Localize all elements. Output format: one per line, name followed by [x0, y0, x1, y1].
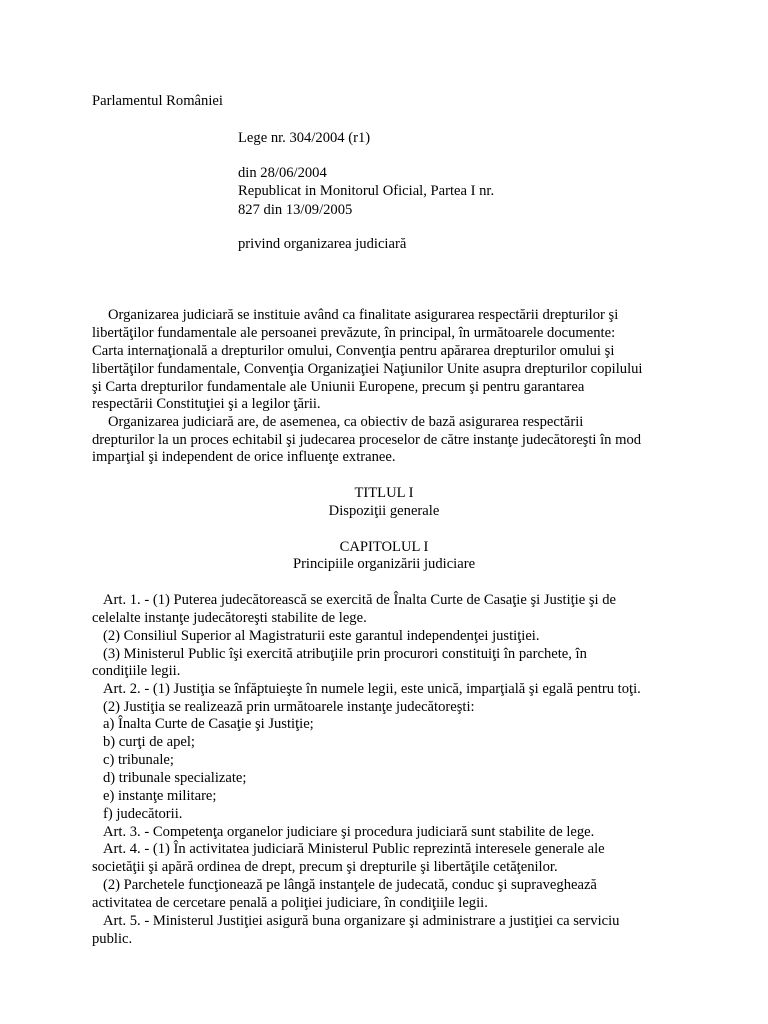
article-line: condiţiile legii. [92, 663, 181, 679]
intro-line: şi Carta drepturilor fundamentale ale Uniunii Europene, precum şi pentru garantarea [92, 379, 585, 395]
intro-line: imparţial şi independent de orice influenţe extranee. [92, 449, 396, 465]
article-line: (2) Consiliul Superior al Magistraturii este garantul independenţei justiţiei. [103, 628, 540, 644]
article-line: (2) Justiţia se realizează prin următoarele instanţe judecătoreşti: [103, 699, 475, 715]
title-name: Dispoziţii generale [328, 503, 440, 519]
article-line: Art. 1. - (1) Puterea judecătorească se exercită de Înalta Curte de Casaţie şi Justiţie şi de [103, 592, 617, 608]
intro-line: Organizarea judiciară are, de asemenea, ca obiectiv de bază asigurarea respectării [108, 414, 584, 430]
institution-name: Parlamentul României [92, 93, 223, 109]
article-line: Art. 3. - Competenţa organelor judiciare şi procedura judiciară sunt stabilite de lege. [103, 824, 595, 840]
article-line: a) Înalta Curte de Casaţie şi Justiţie; [103, 716, 314, 732]
article-line: d) tribunale specializate; [103, 770, 247, 786]
article-line: Art. 5. - Ministerul Justiţiei asigură buna organizare şi administrare a justiţiei ca serviciu [103, 913, 620, 929]
article-line: activitatea de cercetare penală a poliţiei judiciare, în condiţiile legii. [92, 895, 488, 911]
law-number: Lege nr. 304/2004 (r1) [238, 130, 371, 146]
intro-line: drepturilor la un proces echitabil şi judecarea proceselor de către instanţe judecătoreşti în mod [92, 432, 642, 448]
article-line: public. [92, 931, 133, 947]
article-line: Art. 4. - (1) În activitatea judiciară Ministerul Public reprezintă interesele generale ale [103, 841, 605, 857]
article-line: Art. 2. - (1) Justiţia se înfăptuieşte în numele legii, este unică, imparţială şi egală pentru toţi. [103, 681, 641, 697]
intro-line: Carta internaţională a drepturilor omului, Convenţia pentru apărarea drepturilor omului şi [92, 343, 615, 359]
law-subject: privind organizarea judiciară [238, 236, 407, 252]
article-line: celelalte instanţe judecătoreşti stabilite de lege. [92, 610, 367, 626]
article-line: c) tribunale; [103, 752, 174, 768]
article-line: societăţii şi apără ordinea de drept, precum şi drepturile şi libertăţile cetăţenilor. [92, 859, 558, 875]
law-date: din 28/06/2004 [238, 165, 327, 181]
republication-line-1: Republicat in Monitorul Oficial, Partea I nr. [238, 183, 495, 199]
article-line: f) judecătorii. [103, 806, 183, 822]
intro-line: libertăţilor fundamentale ale persoanei prevăzute, în principal, în următoarele documente: [92, 325, 616, 341]
intro-line: libertăţilor fundamentale, Convenţia Organizaţiei Naţiunilor Unite asupra drepturilor copilului [92, 361, 643, 377]
article-line: (3) Ministerul Public îşi exercită atribuţiile prin procurori constituiţi în parchete, în [103, 646, 587, 662]
title-label: TITLUL I [354, 485, 414, 501]
intro-line: respectării Constituţiei şi a legilor ţării. [92, 396, 321, 412]
article-line: e) instanţe militare; [103, 788, 217, 804]
chapter-label: CAPITOLUL I [339, 539, 429, 555]
article-line: b) curţi de apel; [103, 734, 195, 750]
article-line: (2) Parchetele funcţionează pe lângă instanţele de judecată, conduc şi supraveghează [103, 877, 597, 893]
republication-line-2: 827 din 13/09/2005 [238, 202, 353, 218]
intro-line: Organizarea judiciară se instituie având ca finalitate asigurarea respectării drepturilor şi [108, 307, 619, 323]
chapter-name: Principiile organizării judiciare [292, 556, 476, 572]
